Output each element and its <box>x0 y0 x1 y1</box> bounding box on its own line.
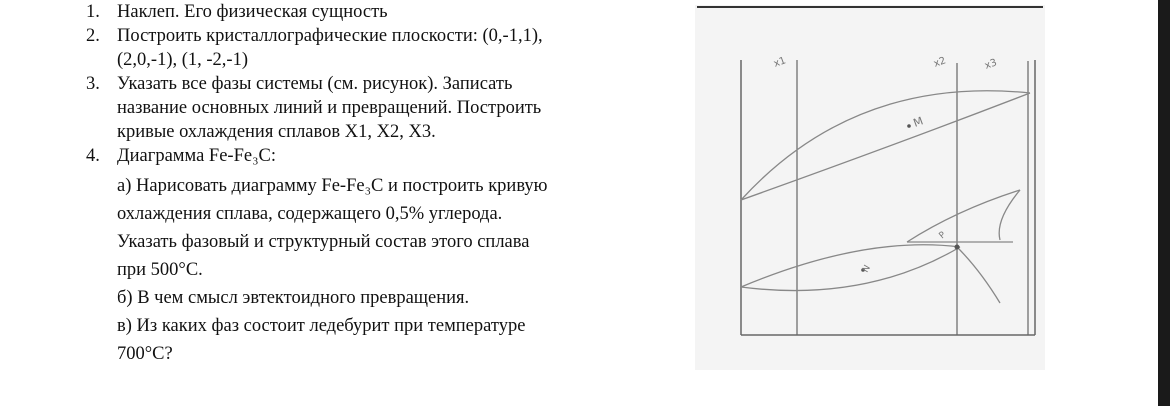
subquestion-line: в) Из каких фаз состоит ледебурит при температуре <box>117 316 526 336</box>
label-p: P <box>937 230 949 242</box>
window-right-edge <box>1158 0 1170 406</box>
question-number: 2. <box>86 26 100 46</box>
question-number: 4. <box>86 146 100 166</box>
subquestion-line: а) Нарисовать диаграмму Fe-Fe₃C и построить кривую <box>117 176 548 196</box>
question-line: Построить кристаллографические плоскости: (0,-1,1), <box>117 26 543 46</box>
question-number: 1. <box>86 2 100 22</box>
question-line: Указать все фазы системы (см. рисунок). Записать <box>117 74 513 94</box>
questions-list <box>86 0 686 368</box>
question-text: Диаграмма Fe-Fe₃C: <box>117 146 276 166</box>
question-text: Наклеп. Его физическая сущность <box>117 2 388 22</box>
subquestion-list <box>117 172 686 368</box>
question-line: кривые охлаждения сплавов X1, X2, X3. <box>117 122 436 142</box>
subquestion-line: б) В чем смысл эвтектоидного превращения. <box>117 288 470 308</box>
subquestion-line: Указать фазовый и структурный состав этого сплава <box>117 232 530 252</box>
eutectic-point <box>955 245 960 250</box>
question-2 <box>86 24 686 72</box>
label-n: N <box>860 263 873 275</box>
label-x3: x3 <box>983 57 999 72</box>
label-x1: x1 <box>772 55 788 70</box>
subquestion-line: 700°C? <box>117 344 173 364</box>
question-number: 3. <box>86 74 100 94</box>
point-m-dot <box>907 124 911 128</box>
subquestion-line: при 500°C. <box>117 260 203 280</box>
question-1 <box>86 0 686 24</box>
question-4 <box>86 144 686 368</box>
label-x2: x2 <box>932 55 948 70</box>
phase-diagram <box>695 5 1045 370</box>
subquestion-line: охлаждения сплава, содержащего 0,5% углерода. <box>117 204 503 224</box>
question-line: название основных линий и превращений. Построить <box>117 98 542 118</box>
question-3 <box>86 72 686 144</box>
label-m: M <box>911 114 925 130</box>
question-line: (2,0,-1), (1, -2,-1) <box>117 50 248 70</box>
